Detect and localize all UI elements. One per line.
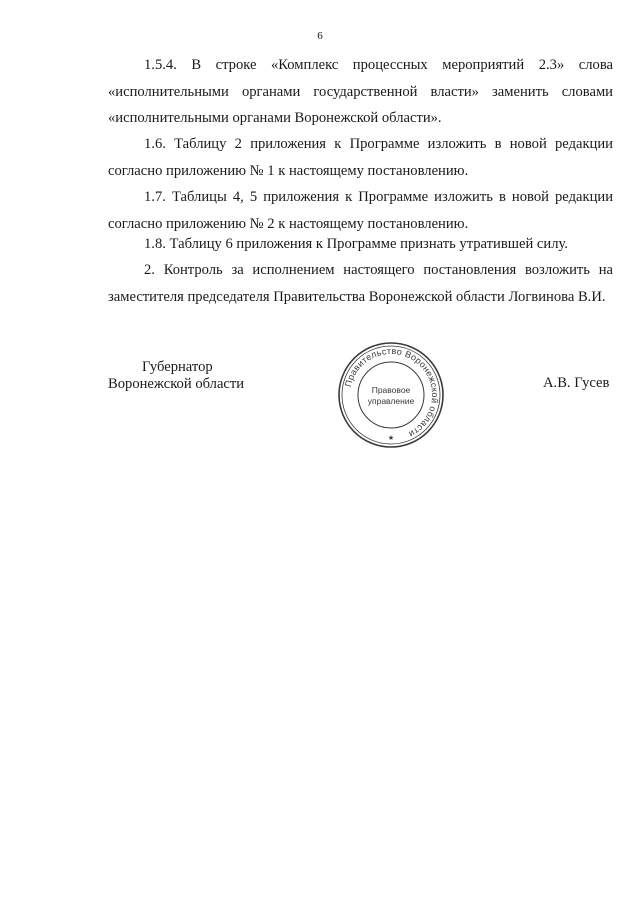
paragraph-1-5-4: 1.5.4. В строке «Комплекс процессных мероприятий 2.3» слова «исполнительными органами государственной власти» заменить словами «исполнительными органами Воронежской области». [108, 57, 613, 126]
stamp-star-icon: ★ [387, 434, 395, 442]
official-stamp [336, 340, 446, 450]
stamp-inner-line2: управление [367, 396, 415, 406]
paragraph-1-6: 1.6. Таблицу 2 приложения к Программе изложить в новой редакции согласно приложению № 1 к настоящему постановлению. [108, 136, 613, 179]
signatory-title-line2: Воронежской области [108, 376, 245, 392]
paragraph-2: 2. Контроль за исполнением настоящего постановления возложить на заместителя председателя Правительства Воронежской области Логвинова В.И. [108, 262, 613, 305]
paragraph-1-7: 1.7. Таблицы 4, 5 приложения к Программе изложить в новой редакции согласно приложению № 2 к настоящему постановлению. [108, 189, 613, 232]
paragraph-1-8: 1.8. Таблицу 6 приложения к Программе признать утратившей силу. [144, 236, 568, 252]
stamp-inner-line1: Правовое [371, 385, 411, 395]
signatory-title-line1: Губернатор [142, 359, 213, 375]
signatory-name: А.В. Гусев [543, 375, 610, 391]
stamp-outer-text: Правительство Воронежской области [342, 345, 441, 440]
page-number: 6 [317, 30, 323, 42]
